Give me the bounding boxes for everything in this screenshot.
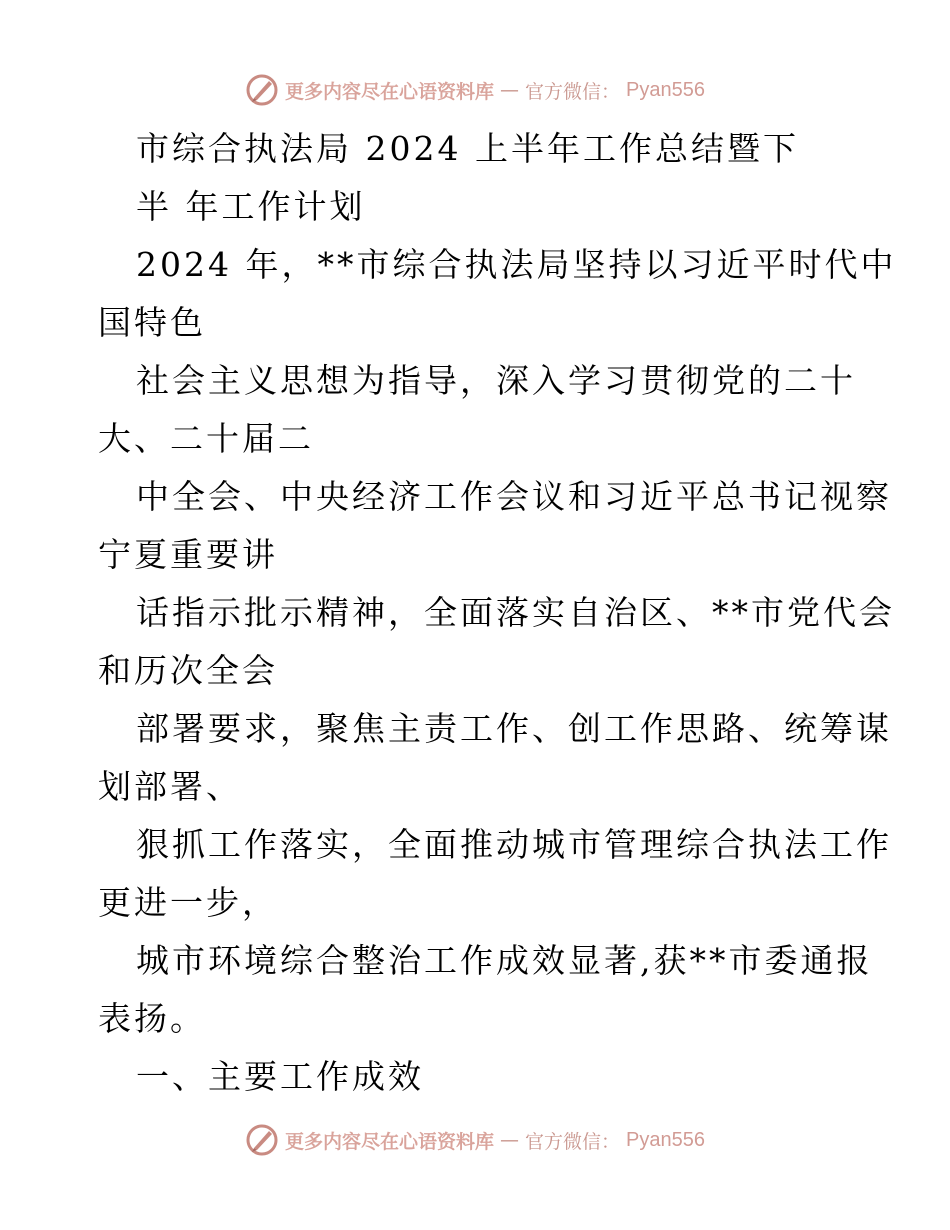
document-body <box>98 120 897 1106</box>
watermark-separator: — <box>500 1129 520 1151</box>
paragraph-line: 大、二十届二 <box>98 419 314 458</box>
watermark-separator: — <box>500 79 520 101</box>
watermark-wechat-id: Pyan556 <box>626 78 705 101</box>
paragraph-line: 部署要求，聚焦主责工作、创工作思路、统筹谋 <box>136 709 892 748</box>
quill-pen-circle-icon <box>245 73 279 107</box>
paragraph-line: 表扬。 <box>98 999 206 1038</box>
paragraph-line: 国特色 <box>98 303 206 342</box>
title-line-2: 半 年工作计划 <box>136 187 366 226</box>
paragraph-line: 话指示批示精神，全面落实自治区、**市党代会 <box>136 593 895 632</box>
paragraph-line: 划部署、 <box>98 767 242 806</box>
section-heading: 一、主要工作成效 <box>136 1057 424 1096</box>
watermark-wechat-label: 官方微信： <box>525 80 621 103</box>
watermark-site-text: 更多内容尽在心语资料库 <box>285 80 495 103</box>
title-line-1: 市综合执法局 2024 上半年工作总结暨下 <box>136 129 799 168</box>
paragraph-line: 社会主义思想为指导，深入学习贯彻党的二十 <box>136 361 856 400</box>
paragraph-line: 2024 年，**市综合执法局坚持以习近平时代中 <box>136 245 897 284</box>
paragraph-line: 和历次全会 <box>98 651 278 690</box>
paragraph-line: 宁夏重要讲 <box>98 535 278 574</box>
paragraph-line: 中全会、中央经济工作会议和习近平总书记视察 <box>136 477 892 516</box>
header-watermark <box>0 70 950 110</box>
paragraph-line: 更进一步， <box>98 883 278 922</box>
watermark-site-text: 更多内容尽在心语资料库 <box>285 1130 495 1153</box>
paragraph-line: 狠抓工作落实，全面推动城市管理综合执法工作 <box>136 825 892 864</box>
watermark-wechat-id: Pyan556 <box>626 1128 705 1151</box>
quill-pen-circle-icon <box>245 1123 279 1157</box>
watermark-wechat-label: 官方微信： <box>525 1130 621 1153</box>
footer-watermark <box>0 1120 950 1160</box>
paragraph-line: 城市环境综合整治工作成效显著,获**市委通报 <box>136 941 873 980</box>
